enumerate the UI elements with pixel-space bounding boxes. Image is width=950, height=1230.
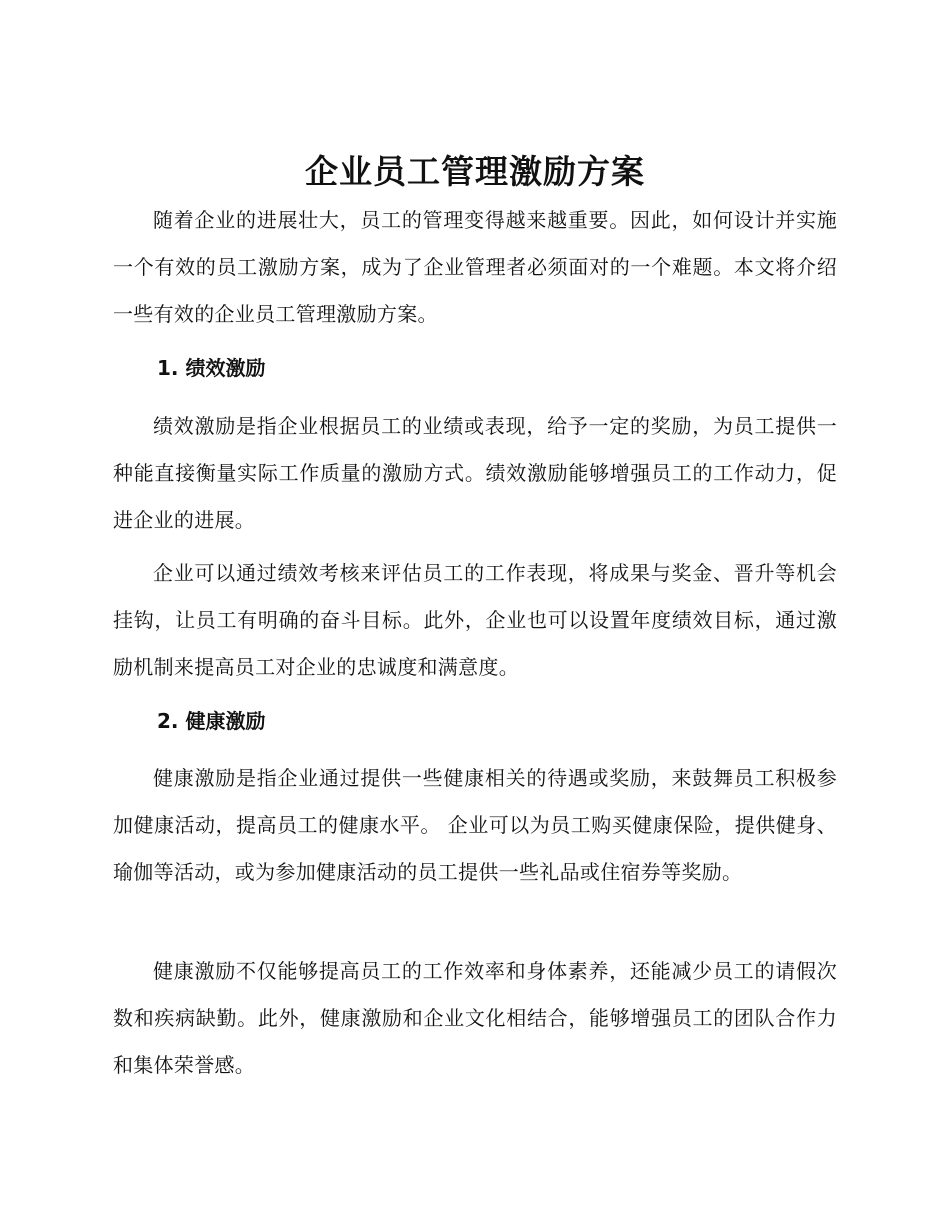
- health-paragraph-1: 健康激励是指企业通过提供一些健康相关的待遇或奖励，来鼓舞员工积极参加健康活动，提高员工的健康水平。 企业可以为员工购买健康保险，提供健身、瑜伽等活动，或为参加健康活动的员工提供一些礼品或住宿券等奖励。: [113, 766, 837, 884]
- performance-paragraph-1: 绩效激励是指企业根据员工的业绩或表现，给予一定的奖励，为员工提供一种能直接衡量实际工作质量的激励方式。绩效激励能够增强员工的工作动力，促进企业的进展。: [113, 414, 837, 532]
- section-heading-performance: 1. 绩效激励: [157, 356, 266, 380]
- health-paragraph-2: 健康激励不仅能够提高员工的工作效率和身体素养，还能减少员工的请假次数和疾病缺勤。此外，健康激励和企业文化相结合，能够增强员工的团队合作力和集体荣誉感。: [113, 959, 837, 1077]
- intro-paragraph: 随着企业的进展壮大，员工的管理变得越来越重要。因此，如何设计并实施一个有效的员工激励方案，成为了企业管理者必须面对的一个难题。本文将介绍一些有效的企业员工管理激励方案。: [113, 208, 837, 326]
- performance-paragraph-2: 企业可以通过绩效考核来评估员工的工作表现，将成果与奖金、晋升等机会挂钩，让员工有明确的奋斗目标。此外，企业也可以设置年度绩效目标，通过激励机制来提高员工对企业的忠诚度和满意度。: [113, 561, 837, 679]
- document-title: 企业员工管理激励方案: [305, 152, 645, 191]
- section-heading-health: 2. 健康激励: [157, 709, 266, 733]
